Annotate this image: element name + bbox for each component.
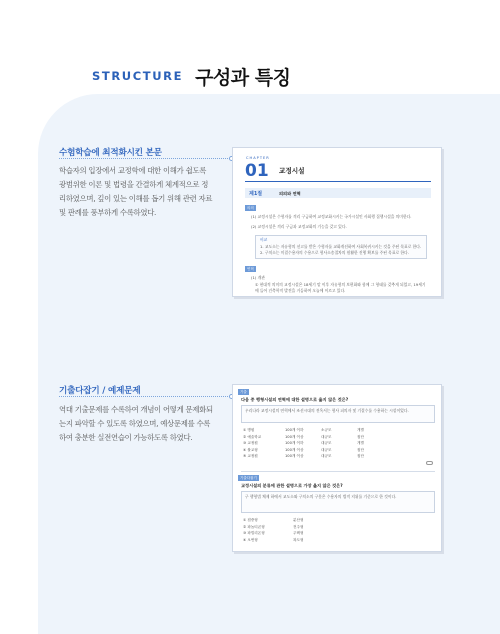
option-row — [243, 453, 393, 460]
label-past-exam: 기출 — [240, 389, 247, 394]
option-cell: ② 예술학교 — [243, 434, 262, 439]
option-cell: 주택형 — [293, 531, 304, 536]
sample-page-1 — [232, 147, 442, 297]
section-1-title: 수험학습에 최적화시킨 본문 — [59, 148, 162, 158]
option-cell: 대규모 — [321, 447, 332, 452]
section-heading: 의의와 연혁 — [279, 190, 301, 196]
option-cell: ① 병원 — [243, 428, 255, 432]
option-row — [243, 427, 393, 434]
option-cell: 전주형 — [293, 524, 304, 529]
section-2-title: 기출다잡기 / 예제문제 — [59, 386, 141, 396]
question-2-body: 구 행형법 체제 하에서 교도소와 구치소의 구분은 수용자의 법적 지위를 기준으로 한 것이다. — [245, 494, 397, 499]
chapter-label: CHAPTER — [246, 156, 270, 160]
question-1-body: 우리나라 교정시설의 연혁에서 조선시대의 전옥서는 형사 피의자 및 기결수를 수용하는 시설이었다. — [245, 408, 409, 413]
header-title-en: STRUCTURE — [92, 69, 184, 83]
option-cell: 100개 이하 — [285, 441, 304, 446]
question-1: 다음 중 행형시설의 연혁에 대한 설명으로 옳지 않은 것은? — [241, 397, 349, 402]
option-row — [243, 524, 363, 531]
option-row — [243, 434, 393, 441]
option-cell: 대규모 — [321, 454, 332, 459]
tag-definition: 의의 — [247, 205, 254, 210]
item-1: (1) 교정시설은 수형자를 격리 구금하여 교정교화시키는 국가시설인 사회행 집행시설을 의미한다. — [251, 214, 412, 219]
option-row — [243, 517, 363, 524]
answer-toggle-icon[interactable] — [426, 461, 433, 465]
question-2-box — [241, 491, 435, 513]
option-cell: 100개 이상 — [285, 454, 304, 459]
option-cell: 100개 이상 — [285, 447, 304, 452]
option-cell: ② 파놉티콘형 — [243, 524, 265, 529]
section-number: 제1절 — [249, 190, 263, 197]
option-cell: 집단 — [357, 447, 364, 452]
option-cell: 집단 — [357, 454, 364, 459]
question-1-box — [241, 405, 435, 423]
option-cell: 100개 이하 — [285, 428, 304, 432]
item-4: ① 현대적 의미의 교정시설은 18세기 말 이후 자유형의 보편화와 함께 그 형태를 갖추게 되었고, 19세기에 들어 건축학적 발전을 거듭하여 오늘에 이르고 있다. — [255, 282, 426, 293]
option-cell: 100개 이상 — [285, 434, 304, 439]
note-box — [255, 235, 427, 259]
section-1-description: 학습자의 입장에서 교정학에 대한 이해가 쉽도록 광범위한 이론 및 법령을 간결하게 체계적으로 정리하였으며, 깊이 있는 이해를 돕기 위해 관련 자료 및 판례를 풍부하게 수록하였다. — [59, 166, 213, 217]
option-cell: 개별 — [357, 428, 364, 432]
option-cell: 집단 — [357, 434, 364, 439]
option-cell: ③ 파빌리온형 — [243, 531, 265, 536]
question-2: 교정시설의 분류에 관한 설명으로 가장 옳지 않은 것은? — [241, 483, 343, 488]
sample-page-2 — [232, 384, 442, 552]
note-1: 1. 교도소는 자유형의 선고를 받은 수형자를 교화개선하여 사회복귀시키는 것을 주된 목표로 한다. — [260, 244, 422, 249]
tag-history: 연혁 — [247, 266, 254, 271]
option-cell: 개별 — [357, 441, 364, 446]
header-title-ko: 구성과 특징 — [195, 66, 291, 89]
page-header — [92, 58, 392, 94]
option-cell: ① 집중형 — [243, 518, 258, 522]
option-cell: 대규모 — [321, 441, 332, 446]
section-1-divider — [59, 158, 232, 159]
label-practice: 기출다잡기 — [240, 475, 257, 480]
option-row — [243, 440, 393, 447]
question-divider — [241, 471, 435, 472]
note-label: 비교 — [260, 237, 268, 242]
item-3: (1) 개관 — [251, 275, 265, 280]
options-table-1 — [243, 427, 393, 460]
section-2-divider — [59, 396, 232, 397]
note-2: 2. 구치소는 미결수용자의 수용으로 형사소송절차의 원활한 진행 확보를 주된 목표로 한다. — [260, 250, 409, 255]
option-cell: 대규모 — [321, 434, 332, 439]
item-2: (2) 교정시설은 격리 구금과 교정교화의 기능을 갖고 있다. — [251, 224, 347, 229]
options-table-2 — [243, 517, 363, 543]
chapter-title: 교정시설 — [279, 167, 305, 175]
chapter-number: 01 — [245, 161, 269, 181]
option-row — [243, 537, 363, 544]
option-row — [243, 530, 363, 537]
option-cell: ④ 오번형 — [243, 537, 258, 542]
option-row — [243, 447, 393, 454]
section-2-description: 역대 기출문제를 수록하여 개념이 어떻게 문제화되는지 파악할 수 있도록 하였으며, 예상문제를 수록하여 충분한 실전연습이 가능하도록 하였다. — [59, 405, 213, 442]
option-cell: ③ 교정원 — [243, 441, 258, 446]
option-cell: 소규모 — [321, 428, 332, 432]
option-cell: 복도형 — [293, 537, 304, 542]
option-cell: ⑤ 교정원 — [243, 454, 258, 459]
chapter-rule — [245, 181, 431, 182]
section-heading-bar — [245, 188, 431, 198]
option-cell: 분산형 — [293, 518, 304, 522]
option-cell: ④ 불교형 — [243, 447, 258, 452]
